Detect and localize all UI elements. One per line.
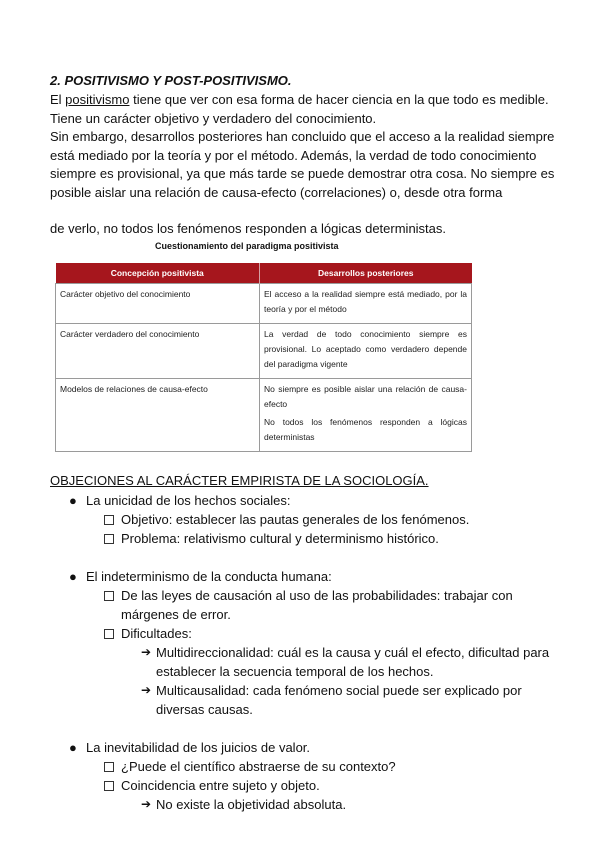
bullet-icon: ● [69,569,77,584]
list-item: De las leyes de causación al uso de las probabilidades: trabajar con márgenes de error. [104,586,551,624]
objection-group-2: ● El indeterminismo de la conducta humana: De las leyes de causación al uso de las probabilidades: trabajar con márgenes de error. Dificultades: ➔ Multidireccionalidad: cuál es la causa y cuál el efecto, dificultad para establecer la secuencia temporal de los hechos. ➔ Multicausalidad: cada fenómeno social puede ser explicado por diversas causas. [66,567,551,719]
checkbox-icon [104,762,114,772]
paragraph-3: de verlo, no todos los fenómenos responden a lógicas deterministas. [50,221,447,236]
checkbox-icon [104,534,114,544]
table-row [56,284,472,324]
table-row [56,324,472,379]
paragraph-2: Sin embargo, desarrollos posteriores han concluido que el acceso a la realidad siempre está mediado por la teoría y por el método. Además, la verdad de todo conocimiento siempre es provisional, ya que más tarde se puede demostrar otra cosa. No siempre es posible aislar una relación de causa-efecto (correlaciones) o, desde otra forma [50,129,555,200]
objections-heading: OBJECIONES AL CARÁCTER EMPIRISTA DE LA SOCIOLOGÍA. [50,473,429,488]
list-item: Coincidencia entre sujeto y objeto. ➔ No existe la objetividad absoluta. [104,776,551,814]
table-cell: Modelos de relaciones de causa-efecto [56,379,260,452]
list-item: ➔ Multidireccionalidad: cuál es la causa y cuál el efecto, dificultad para establecer la secuencia temporal de los hechos. [141,645,550,679]
checkbox-icon [104,781,114,791]
table-row [56,379,472,452]
list-item: Dificultades: ➔ Multidireccionalidad: cuál es la causa y cuál el efecto, dificultad para establecer la secuencia temporal de los hechos. ➔ Multicausalidad: cada fenómeno social puede ser explicado por diversas causas. [104,624,551,719]
intro-paragraph: El positivismo tiene que ver con esa forma de hacer ciencia en la que todo es medible. Tiene un carácter objetivo y verdadero del conocimiento. [50,92,549,126]
table-cell: No siempre es posible aislar una relación de causa-efecto No todos los fenómenos responden a lógicas deterministas [260,379,472,452]
checkbox-icon [104,515,114,525]
section-heading: 2. POSITIVISMO Y POST-POSITIVISMO. [50,73,292,88]
checkbox-icon [104,591,114,601]
bullet-icon: ● [69,740,77,755]
arrow-right-icon: ➔ [141,797,152,811]
list-item: ➔ Multicausalidad: cada fenómeno social puede ser explicado por diversas causas. [141,683,522,717]
positivism-table [55,263,472,452]
list-item: Objetivo: establecer las pautas generales de los fenómenos. [104,510,551,529]
table-header-right: Desarrollos posteriores [260,263,472,284]
objection-group-3: ● La inevitabilidad de los juicios de valor. ¿Puede el científico abstraerse de su contexto? Coincidencia entre sujeto y objeto. ➔ No existe la objetividad absoluta. [66,738,551,814]
table-cell: La verdad de todo conocimiento siempre es provisional. Lo aceptado como verdadero depende del paradigma vigente [260,324,472,379]
checkbox-icon [104,629,114,639]
arrow-right-icon: ➔ [141,645,152,659]
positivismo-term: positivismo [65,92,130,107]
table-cell: Carácter objetivo del conocimiento [56,284,260,324]
arrow-right-icon: ➔ [141,683,152,697]
table-cell: El acceso a la realidad siempre está mediado, por la teoría y por el método [260,284,472,324]
bullet-icon: ● [69,493,77,508]
list-item: Problema: relativismo cultural y determinismo histórico. [104,529,551,548]
objection-group-1: ● La unicidad de los hechos sociales: Objetivo: establecer las pautas generales de los fenómenos. Problema: relativismo cultural y determinismo histórico. [66,491,551,548]
list-item: ¿Puede el científico abstraerse de su contexto? [104,757,551,776]
table-header-left: Concepción positivista [56,263,260,284]
table-cell: Carácter verdadero del conocimiento [56,324,260,379]
table-caption: Cuestionamiento del paradigma positivista [155,241,339,251]
list-item: ➔ No existe la objetividad absoluta. [141,797,347,812]
